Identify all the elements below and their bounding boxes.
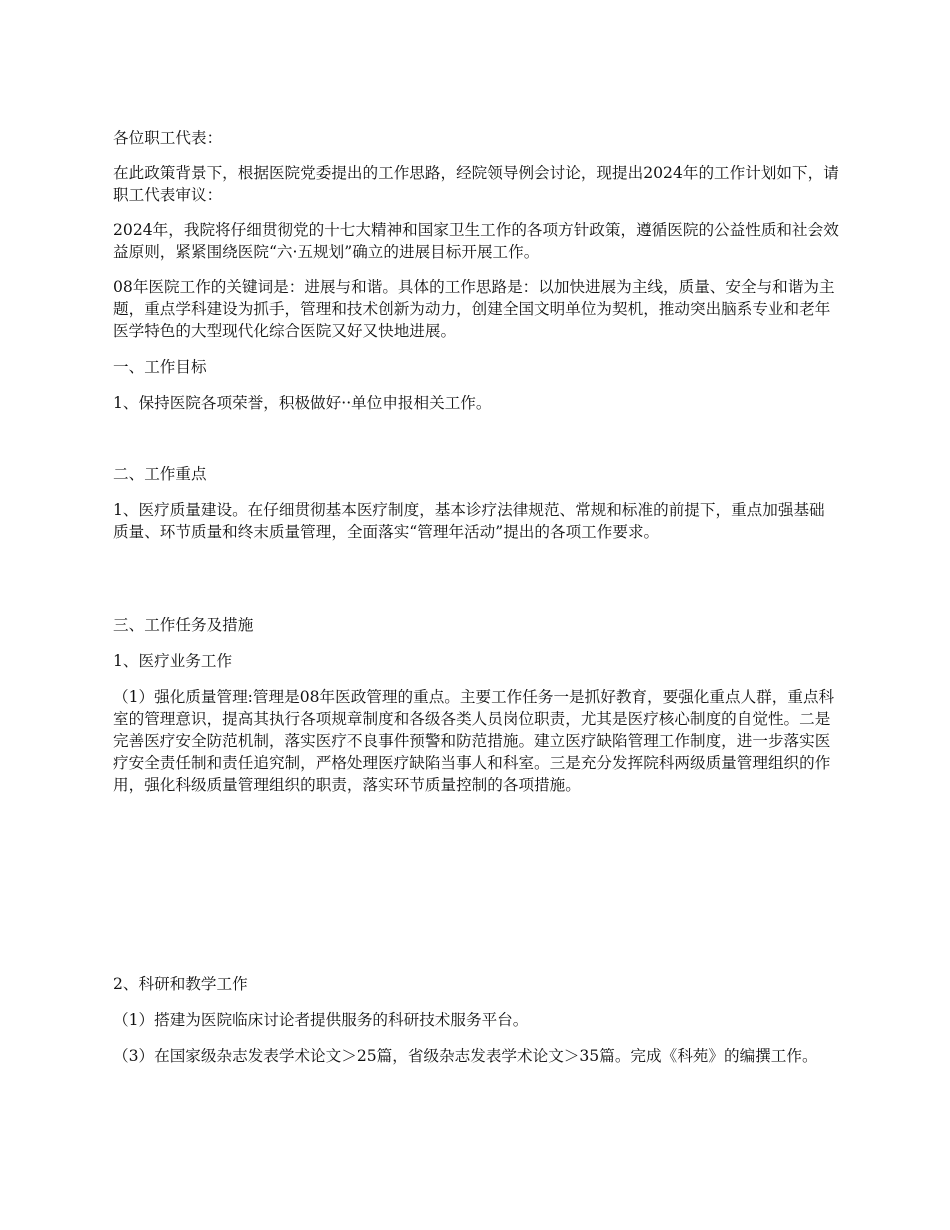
- medical-quality-paragraph: （1）强化质量管理:管理是08年医政管理的重点。主要工作任务一是抓好教育，要强化重点人群，重点科室的管理意识，提高其执行各项规章制度和各级各类人员岗位职责，尤其是医疗核心制度的自觉性。二是完善医疗安全防范机制，落实医疗不良事件预警和防范措施。建立医疗缺陷管理工作制度，进一步落实医疗安全责任制和责任追究制，严格处理医疗缺陷当事人和科室。三是充分发挥院科两级质量管理组织的作用，强化科级质量管理组织的职责，落实环节质量控制的各项措施。: [113, 688, 835, 794]
- goals-item-1: 1、保持医院各项荣誉，积极做好··单位申报相关工作。: [113, 394, 492, 412]
- section-heading-focus: 二、工作重点: [113, 465, 207, 483]
- salutation: 各位职工代表：: [113, 129, 223, 147]
- section-heading-tasks: 三、工作任务及措施: [113, 616, 254, 634]
- plan-paragraph: 2024年，我院将仔细贯彻党的十七大精神和国家卫生工作的各项方针政策，遵循医院的公益性质和社会效益原则，紧紧围绕医院“六·五规划”确立的进展目标开展工作。: [113, 221, 839, 261]
- section-heading-goals: 一、工作目标: [113, 358, 207, 376]
- research-item-3: （3）在国家级杂志发表学术论文＞25篇，省级杂志发表学术论文＞35篇。完成《科苑》的编撰工作。: [113, 1047, 818, 1065]
- intro-paragraph: 在此政策背景下，根据医院党委提出的工作思路，经院领导例会讨论，现提出2024年的工作计划如下，请职工代表审议：: [113, 164, 839, 204]
- tasks-subheading-medical: 1、医疗业务工作: [113, 652, 233, 670]
- keywords-paragraph: 08年医院工作的关键词是：进展与和谐。具体的工作思路是：以加快进展为主线，质量、安全与和谐为主题，重点学科建设为抓手，管理和技术创新为动力，创建全国文明单位为契机，推动突出脑系专业和老年医学特色的大型现代化综合医院又好又快地进展。: [113, 278, 835, 340]
- focus-item-1: 1、医疗质量建设。在仔细贯彻基本医疗制度，基本诊疗法律规范、常规和标准的前提下，重点加强基础质量、环节质量和终末质量管理，全面落实“管理年活动”提出的各项工作要求。: [113, 501, 825, 541]
- research-item-1: （1）搭建为医院临床讨论者提供服务的科研技术服务平台。: [113, 1011, 529, 1029]
- tasks-subheading-research: 2、科研和教学工作: [113, 975, 248, 993]
